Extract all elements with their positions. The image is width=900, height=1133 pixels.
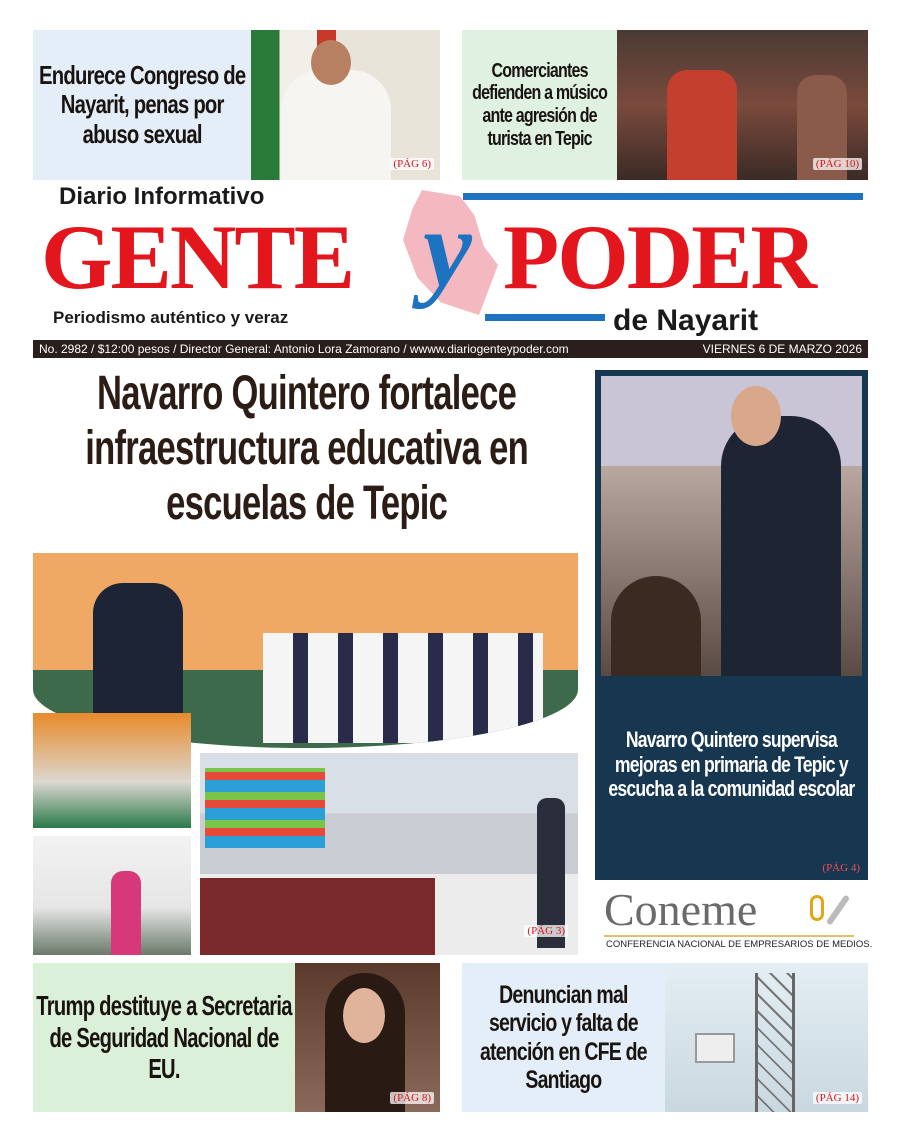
- quill-icon: [826, 894, 850, 925]
- masthead-region: de Nayarit: [613, 304, 759, 337]
- teaser-headline: Comerciantes defienden a músico ante agresión de turista en Tepic: [472, 59, 608, 150]
- side-story-photo: [601, 376, 862, 676]
- page-ref: (PÁG 6): [390, 158, 434, 170]
- masthead-gente: GENTE: [41, 206, 354, 308]
- photo-hallway: [33, 713, 191, 828]
- coneme-logo[interactable]: [600, 884, 873, 955]
- photo-greeting-staff: [33, 836, 191, 955]
- page-ref: (PÁG 4): [822, 862, 860, 874]
- issue-date: VIERNES 6 DE MARZO 2026: [702, 342, 862, 356]
- page-ref: (PÁG 8): [390, 1092, 434, 1104]
- teaser-top-left[interactable]: [33, 30, 440, 180]
- masthead-kicker: Diario Informativo: [59, 183, 265, 210]
- page-ref: (PÁG 14): [813, 1092, 862, 1104]
- page-ref: (PÁG 3): [524, 925, 568, 937]
- microphone-icon: [810, 895, 824, 921]
- teaser-headline: Trump destituye a Secretaria de Seguridad Nacional de EU.: [36, 990, 292, 1085]
- blue-rule-bottom: [485, 314, 605, 321]
- coneme-wordmark: Coneme: [604, 884, 758, 935]
- blue-rule-top: [463, 193, 863, 200]
- main-photo-collage: [33, 553, 578, 955]
- teaser-top-right[interactable]: [462, 30, 868, 180]
- coneme-tagline: CONFERENCIA NACIONAL DE EMPRESARIOS DE MEDIOS.: [606, 939, 873, 950]
- gold-rule: [604, 935, 854, 937]
- teaser-bottom-right[interactable]: [462, 963, 868, 1112]
- photo-classroom-tables: [200, 753, 578, 955]
- teaser-headline: Denuncian mal servicio y falta de atención en CFE de Santiago: [479, 981, 647, 1094]
- info-bar: [33, 340, 868, 358]
- teaser-photo: [665, 963, 868, 1112]
- side-story-headline: Navarro Quintero supervisa mejoras en primaria de Tepic y escucha a la comunidad escolar: [608, 726, 855, 802]
- teaser-bottom-left[interactable]: [33, 963, 440, 1112]
- side-story[interactable]: [595, 370, 868, 880]
- masthead: [33, 185, 868, 335]
- teaser-photo: [295, 963, 440, 1112]
- main-headline[interactable]: Navarro Quintero fortalece infraestructura educativa en escuelas de Tepic: [85, 367, 528, 531]
- issue-details: No. 2982 / $12:00 pesos / Director General: Antonio Lora Zamorano / wwww.diariogenteypoder.com: [39, 342, 569, 356]
- masthead-poder: PODER: [503, 206, 815, 308]
- teaser-headline: Endurece Congreso de Nayarit, penas por abuso sexual: [38, 59, 246, 149]
- page-ref: (PÁG 10): [813, 158, 862, 170]
- masthead-y: y: [423, 187, 472, 309]
- masthead-slogan: Periodismo auténtico y veraz: [53, 308, 289, 327]
